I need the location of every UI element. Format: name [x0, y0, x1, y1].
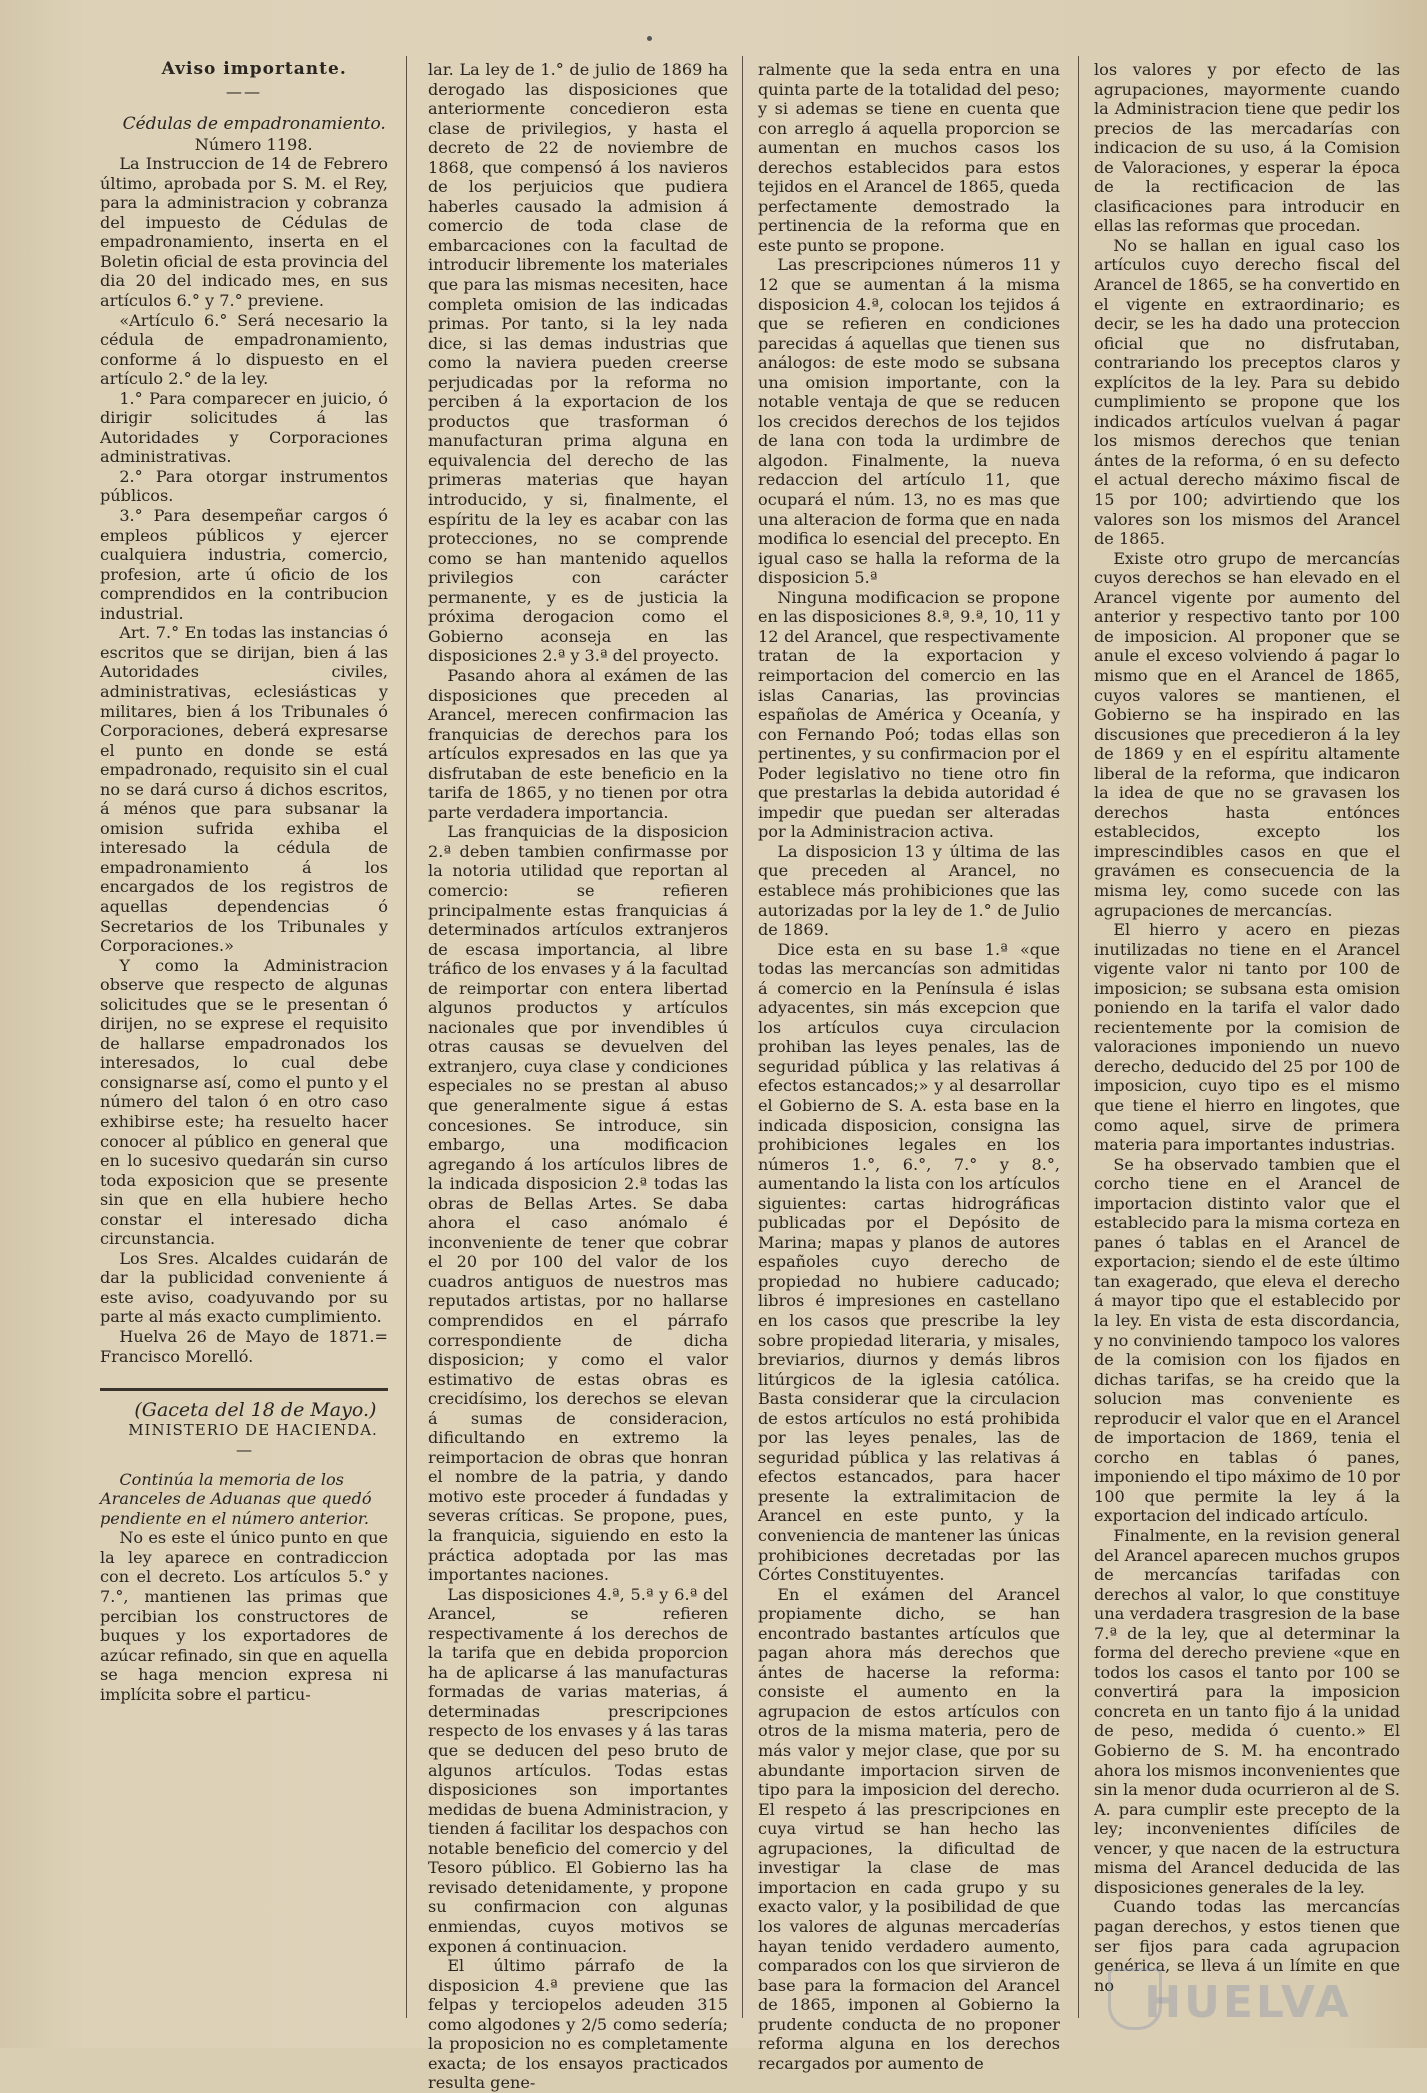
notice-heading: Aviso importante.: [161, 59, 347, 79]
paragraph: Los Sres. Alcaldes cuidarán de dar la publicidad conveniente á este aviso, coadyuvando por su parte al más exacto cumplimiento.: [100, 1248, 388, 1327]
paragraph: Finalmente, en la revision general del Arancel aparecen muchos grupos de mercancías tarifadas con derechos al valor, lo que constituye una verdadera trasgresion de la base 7.ª de la ley, que al determinar la forma del derecho previene «que en todos los casos el tanto por 100 se convertirá para la imposicion concreta en un tanto fijo á la unidad de peso, medida ó cuento.» El Gobierno de S. M. ha encontrado ahora los mismos inconvenientes que sin la menor duda ocurrieron al de S. A. para cumplir este precepto de la ley; inconvenientes difíciles de vencer, y que nacen de la estructura misma del Arancel deducida de las disposiciones generales de la ley.: [1094, 1526, 1400, 1897]
column-rule: [742, 56, 743, 2018]
paragraph: 3.° Para desempeñar cargos ó empleos públicos y ejercer cualquiera industria, comercio, profesion, arte ú oficio de los comprendidos en la contribucion industrial.: [100, 506, 388, 623]
paragraph: No se hallan en igual caso los artículos cuyo derecho fiscal del Arancel de 1865, se ha convertido en el vigente en extraordinario; es decir, se les ha dado una proteccion oficial que no disfrutaban, contrariando los preceptos claros y explícitos de la ley. Para su debido cumplimiento se propone que los indicados artículos vuelvan á pagar los mismos derechos que tenian ántes de la reforma, ó en su defecto el actual derecho máximo fiscal de 15 por 100; advirtiendo que los valores son los mismos del Arancel de 1865.: [1094, 235, 1400, 549]
small-dash: —: [235, 1440, 253, 1460]
paragraph: 2.° Para otorgar instrumentos públicos.: [100, 466, 388, 506]
paragraph: Y como la Administracion observe que respecto de algunas solicitudes que se le presentan ó dirijen, no se exprese el requisito de hallarse empadronados los interesados, lo cual debe consignarse así, como el punto y el número del talon ó en otro caso exhibirse este; ha resuelto hacer conocer al público en general que en lo sucesivo quedarán sin curso toda exposicion que se presente sin que en ella hubiere hecho constar el interesado dicha circunstancia.: [100, 955, 388, 1249]
paragraph: 1.° Para comparecer en juicio, ó dirigir solicitudes á las Autoridades y Corporaciones administrativas.: [100, 388, 388, 467]
notice-subheading: Cédulas de empadronamiento.: [122, 114, 386, 135]
paragraph: lar. La ley de 1.° de julio de 1869 ha derogado las disposiciones que anteriormente concedieron esta clase de privilegios, y hasta el decreto de 22 de noviembre de 1868, que compensó á los navieros de los perjuicios que pudiera haberles causado la admision á comercio de toda clase de embarcaciones con la facultad de introducir libremente los materiales que para las mismas necesiten, hace completa omision de las indicadas primas. Por tanto, si la ley nada dice, si las demas industrias que como la naviera pueden creerse perjudicadas por la reforma no perciben á la exportacion de los productos que trasforman ó manufacturan prima alguna en equivalencia del derecho de las primeras materias que hayan introducido, y si, finalmente, el espíritu de la ley es acabar con las protecciones, no se comprende como se han mantenido aquellos privilegios con carácter permanente, y es de justicia la próxima derogacion como el Gobierno aconseja en las disposiciones 2.ª y 3.ª del proyecto.: [428, 60, 728, 666]
ink-dot: [647, 36, 652, 41]
paragraph: No es este el único punto en que la ley aparece en contradiccion con el decreto. Los artículos 5.° y 7.°, mantienen las primas que percibian los constructores de buques y los exportadores de azúcar refinado, sin que en aquella se haga mencion expresa ni implícita sobre el particu-: [100, 1528, 388, 1704]
ministerio-heading: MINISTERIO DE HACIENDA.: [128, 1420, 378, 1439]
paragraph: Pasando ahora al exámen de las disposiciones que preceden al Arancel, merecen confirmacion las franquicias de derechos para los artículos expresados en las que ya disfrutaban de este beneficio en la tarifa de 1865, y no tienen por otra parte verdadera importancia.: [428, 665, 728, 822]
gaceta-heading: (Gaceta del 18 de Mayo.): [134, 1399, 377, 1422]
heading-dash: ——: [225, 81, 263, 101]
column-3: [758, 60, 1060, 2073]
archive-watermark: HUELVA: [1144, 1977, 1352, 2028]
paragraph: En el exámen del Arancel propiamente dicho, se han encontrado bastantes artículos que pagan ahora más derechos que ántes de hacerse la reforma: consiste el aumento en la agrupacion de estos artículos con otros de la misma materia, pero de más valor y mejor clase, que por su abundante importacion sirven de tipo para la imposicion del derecho. El respeto á las prescripciones en cuya virtud se han hecho las agrupaciones, la dificultad de investigar la clase de mas importacion en cada grupo y su exacto valor, y la posibilidad de que los valores de algunas mercaderías hayan tenido verdadero aumento, comparados con los que sirvieron de base para la formacion del Arancel de 1865, imponen al Gobierno la prudente conducta de no proponer reforma alguna en los derechos recargados por aumento de: [758, 1584, 1060, 2073]
paragraph: Art. 7.° En todas las instancias ó escritos que se dirijan, bien á las Autoridades civiles, administrativas, eclesiásticas y militares, bien á los Tribunales ó Corporaciones, deberá expresarse el punto en donde se está empadronado, requisito sin el cual no se dará curso á dichos escritos, á ménos que para subsanar la omision sufrida exhiba el interesado la cédula de empadronamiento á los encargados de los registros de aquellas dependencias ó Secretarios de los Tribunales y Corporaciones.»: [100, 623, 388, 956]
paragraph: los valores y por efecto de las agrupaciones, mayormente cuando la Administracion tiene que pedir los precios de las mercadarías con indicacion de su uso, á la Comision de Valoraciones, y esperar la época de la rectificacion de las clasificaciones para introducir en ellas las reformas que procedan.: [1094, 60, 1400, 236]
column-4: [1094, 60, 1400, 2008]
paragraph: Cuando todas las mercancías pagan derechos, y estos tienen que ser fijos para cada agrupacion genérica, se lleva á un límite en que no: [1094, 1897, 1400, 1995]
section-divider: [100, 1388, 388, 1391]
paragraph: Las disposiciones 4.ª, 5.ª y 6.ª del Arancel, se refieren respectivamente á los derechos de la tarifa que en debida proporcion ha de aplicarse á las manufacturas formadas de varias materias, á determinadas prescripciones respecto de los envases y á las taras que se deducen del peso bruto de algunos artículos. Todas estas disposiciones son importantes medidas de buena Administracion, y tienden á facilitar los despachos con notable beneficio del comercio y del Tesoro público. El Gobierno las ha revisado detenidamente, y propone su confirmacion con algunas enmiendas, cuyos motivos se exponen á continuacion.: [428, 1584, 728, 1956]
paragraph: Las prescripciones números 11 y 12 que se aumentan á la misma disposicion 4.ª, colocan los tejidos á que se refieren en condiciones parecidas á aquellas que tienen sus análogos: de este modo se subsana una omision importante, con la notable ventaja de que se reducen los crecidos derechos de los tejidos de lana con toda la urdimbre de algodon. Finalmente, la nueva redaccion del artículo 11, que ocupará el núm. 13, no es mas que una alteracion de forma que en nada modifica lo esencial del precepto. En igual caso se halla la reforma de la disposicion 5.ª: [758, 255, 1060, 588]
paragraph: La disposicion 13 y última de las que preceden al Arancel, no establece más prohibiciones que las autorizadas por la ley de 1.° de Julio de 1869.: [758, 841, 1060, 940]
column-rule: [1078, 56, 1079, 2018]
signature: Huelva 26 de Mayo de 1871.= Francisco Morelló.: [100, 1327, 388, 1366]
paragraph: ralmente que la seda entra en una quinta parte de la totalidad del peso; y si ademas se tiene en cuenta que con arreglo á aquella proporcion se aumentan en muchos casos los derechos establecidos para estos tejidos en el Arancel de 1865, queda perfectamente demostrado la pertinencia de la reforma que en este punto se propone.: [758, 60, 1060, 255]
paragraph: Existe otro grupo de mercancías cuyos derechos se han elevado en el Arancel vigente por aumento del anterior y respectivo tanto por 100 de imposicion. Al proponer que se anule el exceso volviendo á pagar lo mismo que en el Arancel de 1865, cuyos valores se mantienen, el Gobierno se ha inspirado en las discusiones que precedieron á la ley de 1869 y en el espíritu altamente liberal de la reforma, que indicaron la idea de que no se gravasen los derechos hasta entónces establecidos, excepto los imprescindibles casos en que el gravámen es consecuencia de la misma ley, como sucede con las agrupaciones de mercancías.: [1094, 548, 1400, 920]
column-2: [428, 60, 728, 2093]
paragraph: Las franquicias de la disposicion 2.ª deben tambien confirmasse por la notoria utilidad que reportan al comercio: se refieren principalmente estas franquicias á determinados artículos extranjeros de escasa importancia, al libre tráfico de los envases y á la facultad de reimportar con entera libertad algunos productos y artículos nacionales que por invendibles ú otras causas se devuelven del extranjero, cuya clase y condiciones especiales no se prestan al abuso que generalmente sigue á estas concesiones. Se introduce, sin embargo, una modificacion agregando á los artículos libres de la indicada disposicion 2.ª todas las obras de Bellas Artes. Se daba ahora el caso anómalo é inconveniente de tener que cobrar el 20 por 100 del valor de los cuadros antiguos de nuestros mas reputados artistas, por no hallarse comprendidos en el párrafo correspondiente de dicha disposicion; y como el valor estimativo de estas obras es crecidísimo, los derechos se elevan á sumas de consideracion, dificultando en extremo la reimportacion de obras que honran el nombre de la patria, y dando motivo este proceder á fundadas y severas críticas. Se propone, pues, la franquicia, siguiendo en esto la práctica adoptada por las mas importantes naciones.: [428, 822, 728, 1585]
paragraph: Dice esta en su base 1.ª «que todas las mercancías son admitidas á comercio en la Península é islas adyacentes, sin más excepcion que los artículos cuya circulacion prohiban las leyes penales, las de seguridad pública y las relativas á efectos estancados;» y al desarrollar el Gobierno de S. A. esta base en la indicada disposicion, consigna las prohibiciones legales en los números 1.°, 6.°, 7.° y 8.°, aumentando la lista con los artículos siguientes: cartas hidrográficas publicadas por el Depósito de Marina; mapas y planos de autores españoles cuyo derecho de propiedad no hubiere caducado; libros é impresiones en castellano en los casos que prescribe la ley sobre propiedad literaria, y misales, breviarios, diurnos y demás libros litúrgicos de la iglesia católica. Basta considerar que la circulacion de estos artículos no está prohibida por las leyes penales, las de seguridad pública y las relativas á efectos estancados, para hacer presente la extralimitacion de Arancel en este punto, y la conveniencia de mantener las únicas prohibiciones decretadas por las Córtes Constituyentes.: [758, 939, 1060, 1585]
continuation-intro: Continúa la memoria de los Aranceles de Aduanas que quedó pendiente en el número anterior.: [100, 1469, 372, 1528]
paragraph: Se ha observado tambien que el corcho tiene en el Arancel de importacion distinto valor que el establecido para la misma corteza en panes ó tablas en el Arancel de exportacion; siendo el de este último tan exagerado, que eleva el derecho á mayor tipo que el establecido por la ley. En vista de esta discordancia, y no conviniendo tampoco los valores de la comision con los fijados en dichas tarifas, se ha creido que la solucion mas conveniente es reproducir el valor que en el Arancel de importacion de 1869, tenia el corcho en tablas ó panes, imponiendo el tipo máximo de 10 por 100 que permite la ley á la exportacion del indicado artículo.: [1094, 1154, 1400, 1526]
paragraph: El último párrafo de la disposicion 4.ª previene que las felpas y terciopelos adeuden 315 como algodones y 2/5 como sedería; la proposicion no es completamente exacta; de los ensayos practicados resulta gene-: [428, 1956, 728, 2093]
notice-number: Número 1198.: [194, 134, 313, 154]
column-rule: [406, 56, 407, 2018]
paragraph: La Instruccion de 14 de Febrero último, aprobada por S. M. el Rey, para la administracion y cobranza del impuesto de Cédulas de empadronamiento, inserta en el Boletin oficial de esta provincia del dia 20 del indicado mes, en sus artículos 6.° y 7.° previene.: [100, 154, 388, 311]
column-1: [100, 60, 388, 2008]
paragraph: El hierro y acero en piezas inutilizadas no tiene en el Arancel vigente valor ni tanto por 100 de imposicion; se subsana esta omision poniendo en la tarifa el valor dado recientemente por la comision de valoraciones imponiendo un nuevo derecho, deducido del 25 por 100 de imposicion, cuyo tipo es el mismo que tiene el hierro en lingotes, que como aquel, sirve de primera materia para importantes industrias.: [1094, 920, 1400, 1155]
paragraph: Ninguna modificacion se propone en las disposiciones 8.ª, 9.ª, 10, 11 y 12 del Arancel, que respectivamente tratan de la exportacion y reimportacion del comercio en las islas Canarias, las provincias españolas de América y Oceanía, y con Fernando Poó; todas ellas son pertinentes, y su confirmacion por el Poder legislativo no tiene otro fin que prestarlas la debida autoridad é impedir que puedan ser alteradas por la Administracion activa.: [758, 587, 1060, 842]
paragraph: «Artículo 6.° Será necesario la cédula de empadronamiento, conforme á lo dispuesto en el artículo 2.° de la ley.: [100, 310, 388, 389]
